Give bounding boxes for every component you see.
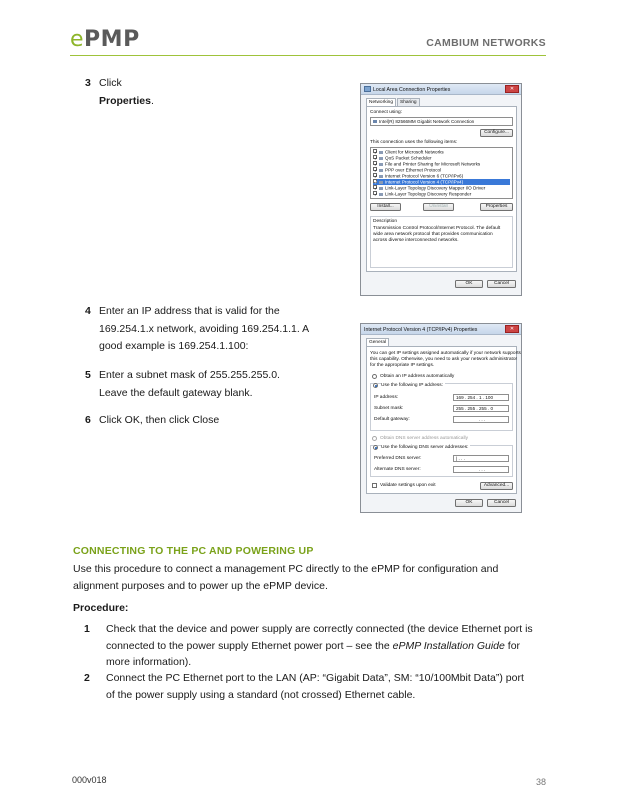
checkbox-icon[interactable]: ✓	[374, 174, 378, 179]
step-text-bold: Properties	[99, 94, 151, 107]
installation-guide-reference: ePMP Installation Guide	[392, 639, 505, 652]
step-number: 6	[85, 414, 91, 426]
step-text-prefix: Click	[99, 77, 122, 89]
checkbox-icon[interactable]: ✓	[374, 156, 378, 161]
dialog-titlebar	[361, 84, 521, 95]
item-line-prefix: connected to the power supply Ethernet power port – see the	[106, 639, 393, 652]
section-intro	[73, 561, 543, 595]
tab-general[interactable]: General	[366, 338, 389, 346]
checkbox-icon[interactable]: ✓	[374, 162, 378, 167]
connect-using-label: Connect using:	[370, 110, 402, 115]
component-icon	[379, 163, 383, 166]
intro-line: alignment purposes and to power up the ePMP device.	[73, 580, 328, 592]
use-dns-radio[interactable]	[373, 445, 378, 450]
tab-networking[interactable]: Networking	[366, 98, 396, 106]
alternate-dns-input[interactable]: . . .	[453, 466, 509, 473]
header-divider	[70, 55, 546, 56]
properties-button[interactable]: Properties	[480, 203, 513, 211]
obtain-dns-auto-label: Obtain DNS server address automatically	[380, 436, 468, 441]
ok-button[interactable]: OK	[455, 499, 483, 507]
step-line: Enter a subnet mask of 255.255.255.0.	[99, 369, 280, 381]
preferred-dns-label: Preferred DNS server:	[374, 456, 422, 461]
component-icon	[379, 157, 383, 160]
component-icon	[379, 187, 383, 190]
default-gateway-input[interactable]: . . .	[453, 416, 509, 423]
subnet-mask-label: Subnet mask:	[374, 406, 404, 411]
intro-line: for the appropriate IP settings.	[370, 363, 435, 368]
dialog-title: Internet Protocol Version 4 (TCP/IPv4) Properties	[364, 326, 478, 333]
step-text	[99, 367, 280, 402]
item-number: 2	[84, 672, 90, 684]
item-text	[106, 670, 546, 703]
items-list[interactable]	[370, 147, 513, 199]
step-line: 169.254.1.x network, avoiding 169.254.1.1. A	[99, 322, 310, 335]
item-line-suffix: for	[504, 639, 521, 652]
obtain-dns-auto-radio[interactable]	[372, 436, 377, 441]
configure-button[interactable]: Configure...	[480, 129, 513, 137]
step-text	[99, 303, 339, 356]
description-line: wide area network protocol that provides communication	[373, 232, 493, 237]
checkbox-icon[interactable]: ✓	[374, 168, 378, 173]
step-text-suffix: .	[150, 94, 154, 107]
section-heading: CONNECTING TO THE PC AND POWERING UP	[73, 545, 314, 557]
component-icon	[379, 175, 383, 178]
document-id: 000v018	[72, 775, 107, 785]
dialog-titlebar	[361, 324, 521, 335]
item-label: PPP over Ethernet Protocol	[385, 167, 442, 173]
cancel-button[interactable]: Cancel	[487, 280, 516, 288]
item-label: Internet Protocol Version 6 (TCP/IPv6)	[385, 173, 464, 179]
item-line	[106, 638, 546, 655]
description-label: Description	[373, 219, 397, 224]
general-panel	[366, 346, 521, 494]
adapter-icon	[373, 120, 377, 123]
epmp-logo	[70, 27, 140, 52]
ip-address-input[interactable]: 169 . 254 . 1 . 100	[453, 394, 509, 401]
item-line: more information).	[106, 656, 192, 668]
description-line: across diverse interconnected networks.	[373, 238, 459, 243]
obtain-ip-auto-radio[interactable]	[372, 374, 377, 379]
component-icon	[379, 193, 383, 196]
ipv4-properties-dialog	[360, 323, 522, 513]
ip-address-label: IP address:	[374, 395, 399, 400]
item-label: Internet Protocol Version 4 (TCP/IPv4)	[385, 179, 464, 185]
intro-line: Use this procedure to connect a management PC directly to the ePMP for configuration and	[73, 563, 499, 575]
procedure-label: Procedure:	[73, 602, 129, 614]
use-ip-radio[interactable]	[373, 383, 378, 388]
description-group	[370, 216, 513, 268]
description-line: Transmission Control Protocol/Internet Protocol. The default	[373, 226, 501, 231]
component-icon	[379, 169, 383, 172]
ok-button[interactable]: OK	[455, 280, 483, 288]
component-icon	[379, 151, 383, 154]
cancel-button[interactable]: Cancel	[487, 499, 516, 507]
logo-prefix: e	[70, 27, 85, 52]
step-line: Enter an IP address that is valid for the	[99, 305, 280, 317]
local-area-connection-dialog	[360, 83, 522, 296]
close-icon[interactable]: ✕	[505, 85, 519, 93]
dialog-title: Local Area Connection Properties	[373, 86, 451, 93]
item-line: of the power supply using a standard (not crossed) Ethernet cable.	[106, 688, 416, 701]
preferred-dns-input[interactable]: | . . .	[453, 455, 509, 462]
step-line: good example is 169.254.1.100:	[99, 340, 249, 352]
advanced-button[interactable]: Advanced...	[480, 482, 513, 490]
uninstall-button[interactable]: Uninstall	[423, 203, 454, 211]
items-label: This connection uses the following items:	[370, 140, 458, 145]
step-number: 5	[85, 369, 91, 381]
list-item[interactable]	[373, 191, 510, 197]
validate-checkbox[interactable]	[372, 483, 377, 488]
networking-panel	[366, 106, 517, 272]
intro-line: this capability. Otherwise, you need to ask your network administrator	[370, 357, 518, 362]
step-number: 3	[85, 77, 91, 89]
component-icon	[379, 181, 383, 184]
ip-settings-group	[370, 383, 513, 431]
alternate-dns-label: Alternate DNS server:	[374, 467, 421, 472]
item-label: Link-Layer Topology Discovery Responder	[385, 191, 472, 197]
intro-line: You can get IP settings assigned automatically if your network supports	[370, 351, 521, 356]
page-number: 38	[535, 777, 546, 787]
item-line: Connect the PC Ethernet port to the LAN (AP: “Gigabit Data”, SM: “10/100Mbit Data”) port	[106, 672, 524, 684]
network-icon	[364, 86, 371, 92]
default-gateway-label: Default gateway:	[374, 417, 410, 422]
step-line: Leave the default gateway blank.	[99, 386, 253, 399]
step-number: 4	[85, 305, 91, 317]
adapter-field	[370, 117, 513, 126]
item-label: Link-Layer Topology Discovery Mapper I/O Driver	[385, 185, 486, 191]
checkbox-icon[interactable]: ✓	[374, 180, 378, 185]
tab-sharing[interactable]: Sharing	[397, 98, 420, 106]
item-line: Check that the device and power supply are correctly connected (the device Ethernet port is	[106, 623, 533, 635]
item-number: 1	[84, 623, 90, 635]
step-text: Click OK, then click Close	[99, 414, 220, 426]
use-dns-label: Use the following DNS server addresses:	[381, 445, 469, 450]
obtain-ip-auto-label: Obtain an IP address automatically	[380, 374, 455, 379]
step-text	[99, 75, 154, 110]
use-ip-label: Use the following IP address:	[381, 383, 444, 388]
checkbox-icon[interactable]: ✓	[374, 150, 378, 155]
subnet-mask-input[interactable]: 255 . 255 . 255 . 0	[453, 405, 509, 412]
checkbox-icon[interactable]: ✓	[374, 186, 378, 191]
brand-name: CAMBIUM NETWORKS	[426, 37, 546, 49]
close-icon[interactable]: ✕	[505, 325, 519, 333]
adapter-name: Intel(R) 82566MM Gigabit Network Connection	[379, 119, 475, 124]
validate-label: Validate settings upon exit	[380, 483, 436, 488]
item-label: Client for Microsoft Networks	[385, 149, 444, 155]
install-button[interactable]: Install...	[370, 203, 401, 211]
item-text	[106, 621, 546, 671]
item-label: File and Printer Sharing for Microsoft Networks	[385, 161, 481, 167]
checkbox-icon[interactable]: ✓	[374, 192, 378, 197]
logo-main: PMP	[84, 27, 140, 52]
dns-settings-group	[370, 445, 513, 477]
item-label: QoS Packet Scheduler	[385, 155, 432, 161]
